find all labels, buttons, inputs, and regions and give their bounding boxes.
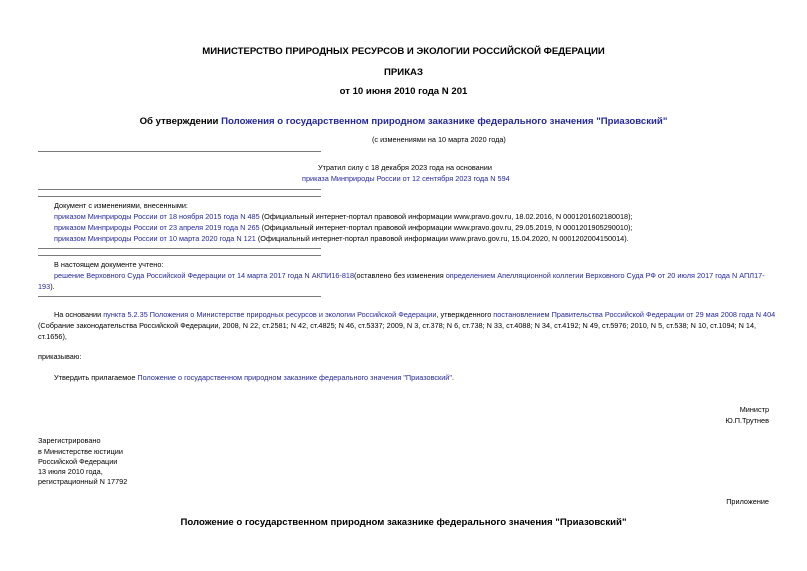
divider: [38, 255, 321, 256]
approve-link[interactable]: Положение о государственном природном заказнике федерального значения "Приазовский": [137, 373, 452, 382]
considered-heading: В настоящем документе учтено:: [54, 260, 164, 269]
doc-type-heading: ПРИКАЗ: [384, 67, 423, 78]
expired-note: Утратил силу с 18 декабря 2023 года на основании: [318, 163, 492, 172]
basis-line: [54, 309, 775, 320]
appendix-label: Приложение: [726, 497, 769, 506]
registration-line: Российской Федерации: [38, 457, 118, 466]
divider: [38, 296, 321, 297]
registration-line: в Министерстве юстиции: [38, 447, 123, 456]
approve-text: Утвердить прилагаемое: [54, 373, 138, 382]
divider: [38, 248, 321, 249]
considered-text: (оставлено без изменения: [354, 271, 446, 280]
change-text: (Официальный интернет-портал правовой информации www.pravo.gov.ru, 29.05.2019, N 0001201905290010);: [259, 223, 633, 232]
change-link[interactable]: приказом Минприроды России от 10 марта 2020 года N 121: [54, 234, 256, 243]
basis-text: , утвержденного: [436, 310, 494, 319]
considered-line: [38, 281, 55, 292]
government-decree-link[interactable]: постановлением Правительства Российской Федерации от 29 мая 2008 года N 404: [493, 310, 776, 319]
change-link[interactable]: приказом Минприроды России от 23 апреля 2019 года N 265: [54, 223, 260, 232]
divider: [38, 196, 321, 197]
change-item: [54, 222, 633, 233]
change-link[interactable]: приказом Минприроды России от 18 ноября 2015 года N 485: [54, 212, 260, 221]
appendix-title: Положение о государственном природном заказнике федерального значения "Приазовский": [180, 517, 627, 528]
basis-line: (Собрание законодательства Российской Федерации, 2008, N 22, ст.2581; N 42, ст.4825; N 46, ст.5337; 2009, N 3, ст.378; N 6, ст.738; N 33, ст.4088; N 34, ст.4192; N 49, ст.5976; 2010, N 5, ст.538; N 10, ст.1094; N 14,: [38, 321, 757, 330]
approve-text-end: .: [451, 373, 455, 382]
title-link[interactable]: Положения о государственном природном заказнике федерального значения "Приазовский": [221, 116, 668, 127]
regulation-link[interactable]: пункта 5.2.35 Положения о Министерстве природных ресурсов и экологии Российской Федерации: [103, 310, 437, 319]
appeal-decision-link-cont[interactable]: 193: [38, 282, 51, 291]
appeal-decision-link[interactable]: определением Апелляционной коллегии Верховного Суда РФ от 20 июля 2017 года N АПЛ17-: [445, 271, 765, 280]
expired-link[interactable]: приказа Минприроды России от 12 сентября 2023 года N 594: [302, 174, 510, 183]
order-word: приказываю:: [38, 352, 82, 361]
registration-line: 13 июля 2010 года,: [38, 467, 103, 476]
registration-line: Зарегистрировано: [38, 436, 101, 445]
basis-text: На основании: [54, 310, 104, 319]
considered-text-end: ).: [50, 282, 55, 291]
title-prefix: Об утверждении: [139, 116, 222, 127]
change-item: [54, 233, 629, 244]
divider: [38, 189, 321, 190]
change-text: (Официальный интернет-портал правовой информации www.pravo.gov.ru, 18.02.2016, N 0001201602180018);: [259, 212, 633, 221]
ministry-heading: МИНИСТЕРСТВО ПРИРОДНЫХ РЕСУРСОВ И ЭКОЛОГИИ РОССИЙСКОЙ ФЕДЕРАЦИИ: [202, 46, 605, 57]
amended-note: (с изменениями на 10 марта 2020 года): [372, 135, 506, 144]
registration-line: регистрационный N 17792: [38, 477, 128, 486]
change-text: (Официальный интернет-портал правовой информации www.pravo.gov.ru, 15.04.2020, N 0001202004150014).: [255, 234, 629, 243]
signature-name: Ю.П.Трутнев: [725, 416, 769, 425]
court-decision-link[interactable]: решение Верховного Суда Российской Федерации от 14 марта 2017 года N АКПИ16-818: [54, 271, 355, 280]
divider: [38, 151, 321, 152]
signature-position: Министр: [739, 405, 769, 414]
document-title: [0, 116, 807, 127]
changes-heading: Документ с изменениями, внесенными:: [54, 201, 188, 210]
approve-line: [54, 372, 454, 383]
date-number-heading: от 10 июня 2010 года N 201: [339, 86, 468, 97]
change-item: [54, 211, 633, 222]
basis-line: ст.1656),: [38, 332, 67, 341]
considered-line: [54, 270, 765, 281]
